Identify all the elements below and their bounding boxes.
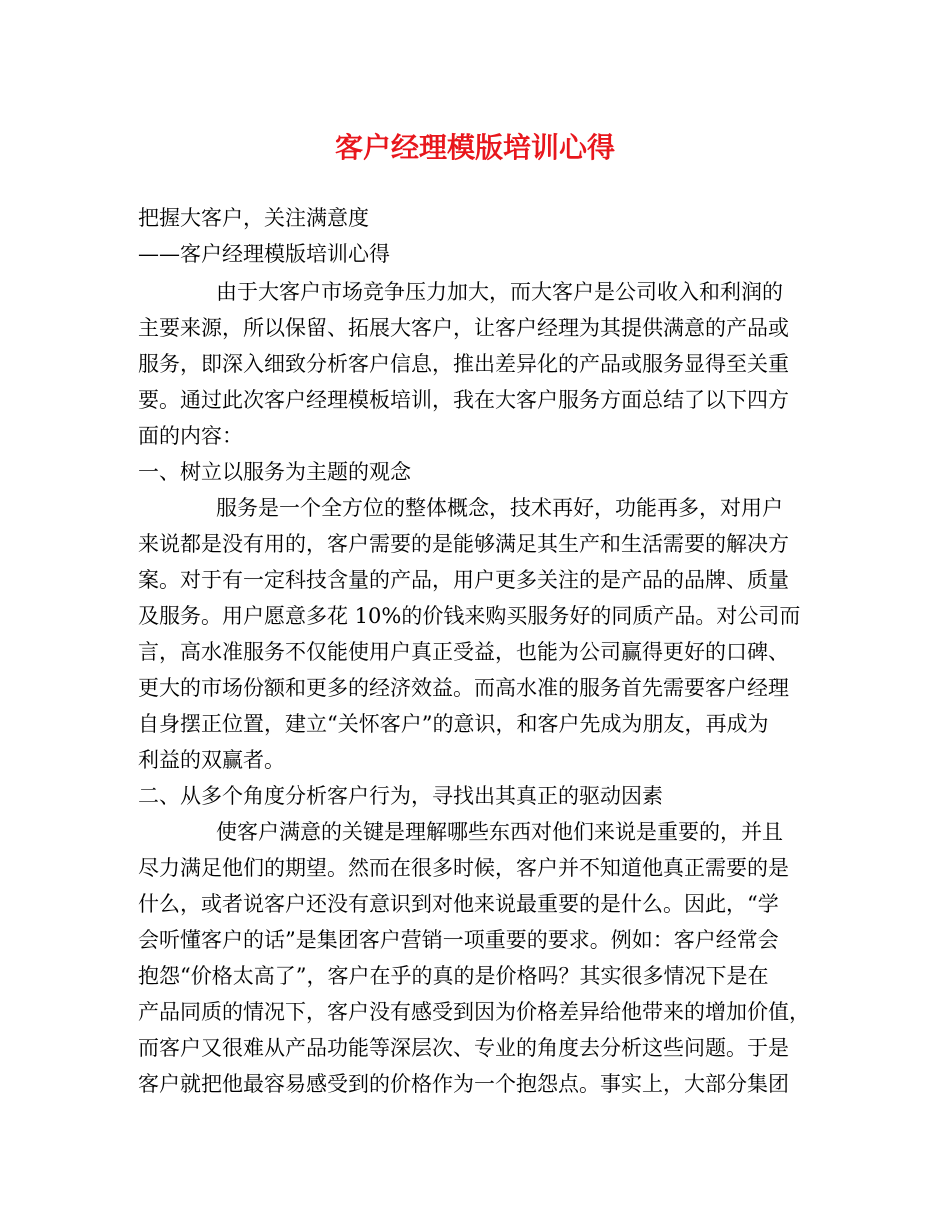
paragraph-line: 及服务。用户愿意多花 10%的价钱来购买服务好的同质产品。对公司而: [138, 604, 801, 628]
paragraph-line: 来说都是没有用的，客户需要的是能够满足其生产和生活需要的解决方: [138, 532, 789, 556]
document-title: 客户经理模版培训心得: [334, 131, 615, 164]
paragraph-line: 要。通过此次客户经理模板培训，我在大客户服务方面总结了以下四方: [138, 388, 789, 412]
paragraph-line: 由于大客户市场竞争压力加大，而大客户是公司收入和利润的: [216, 280, 783, 304]
paragraph-line: 使客户满意的关键是理解哪些东西对他们来说是重要的，并且: [216, 820, 783, 844]
paragraph-line: 更大的市场份额和更多的经济效益。而高水准的服务首先需要客户经理: [138, 676, 789, 700]
subtitle-source-line: ——客户经理模版培训心得: [138, 242, 390, 266]
paragraph-line: 而客户又很难从产品功能等深层次、专业的角度去分析这些问题。于是: [138, 1036, 789, 1060]
paragraph-line: 产品同质的情况下，客户没有感受到因为价格差异给他带来的增加价值，: [138, 1000, 810, 1024]
paragraph-line: 利益的双赢者。: [138, 748, 285, 772]
paragraph-line: 自身摆正位置，建立“关怀客户”的意识，和客户先成为朋友，再成为: [138, 712, 769, 736]
paragraph-line: 服务是一个全方位的整体概念，技术再好，功能再多，对用户: [216, 496, 783, 520]
paragraph-line: 尽力满足他们的期望。然而在很多时候，客户并不知道他真正需要的是: [138, 856, 789, 880]
paragraph-line: 客户就把他最容易感受到的价格作为一个抱怨点。事实上，大部分集团: [138, 1072, 789, 1096]
paragraph-line: 服务，即深入细致分析客户信息，推出差异化的产品或服务显得至关重: [138, 352, 789, 376]
subtitle-line: 把握大客户，关注满意度: [138, 206, 369, 230]
paragraph-line: 言，高水准服务不仅能使用户真正受益，也能为公司赢得更好的口碑、: [138, 640, 789, 664]
section-heading-1: 一、树立以服务为主题的观念: [138, 460, 411, 484]
paragraph-line: 面的内容：: [138, 424, 243, 448]
paragraph-line: 抱怨“价格太高了”，客户在乎的真的是价格吗？其实很多情况下是在: [138, 964, 769, 988]
paragraph-line: 案。对于有一定科技含量的产品，用户更多关注的是产品的品牌、质量: [138, 568, 789, 592]
paragraph-line: 什么，或者说客户还没有意识到对他来说最重要的是什么。因此，“学: [138, 892, 779, 916]
paragraph-line: 会听懂客户的话”是集团客户营销一项重要的要求。例如：客户经常会: [138, 928, 779, 952]
section-heading-2: 二、从多个角度分析客户行为，寻找出其真正的驱动因素: [138, 784, 663, 808]
paragraph-line: 主要来源，所以保留、拓展大客户，让客户经理为其提供满意的产品或: [138, 316, 789, 340]
